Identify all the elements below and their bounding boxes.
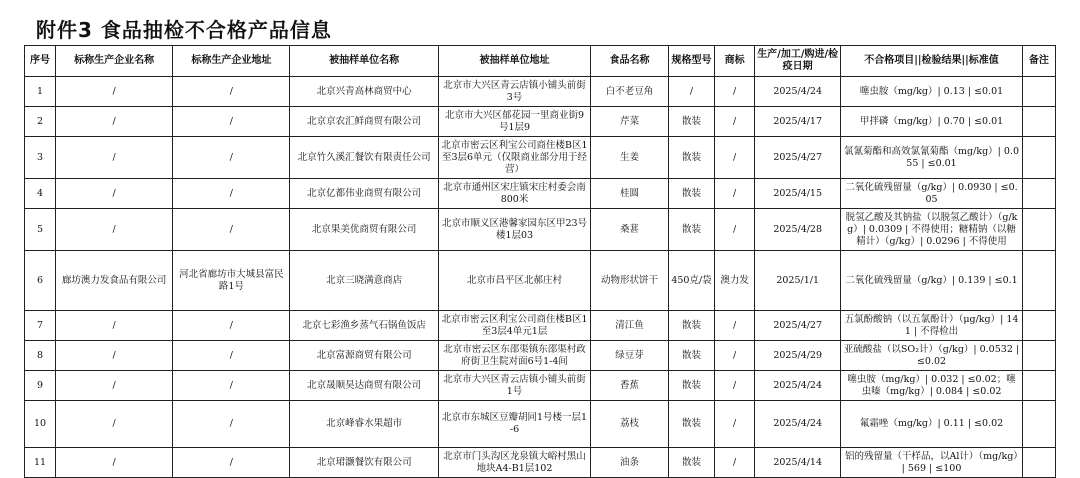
remark-cell	[1022, 107, 1055, 137]
row-number-cell: 6	[25, 251, 56, 311]
spec-cell: 散装	[668, 341, 714, 371]
food-name-cell: 动物形状饼干	[591, 251, 668, 311]
unqualified-item-cell: 二氧化硫残留量（g/kg）| 0.139 | ≤0.1	[841, 251, 1022, 311]
spec-cell: 450克/袋	[668, 251, 714, 311]
row-number-cell: 11	[25, 448, 56, 478]
header-cell: 序号	[25, 46, 56, 77]
date-cell: 2025/4/14	[755, 448, 841, 478]
unqualified-products-table	[24, 45, 1056, 478]
producer-name-cell: /	[55, 311, 172, 341]
brand-cell: /	[715, 209, 755, 251]
table-row	[25, 77, 1056, 107]
brand-cell: /	[715, 448, 755, 478]
brand-cell: /	[715, 311, 755, 341]
spec-cell: 散装	[668, 107, 714, 137]
producer-address-cell: /	[173, 401, 290, 448]
food-name-cell: 芹菜	[591, 107, 668, 137]
header-cell: 标称生产企业地址	[173, 46, 290, 77]
food-name-cell: 桂圆	[591, 179, 668, 209]
food-name-cell: 荔枝	[591, 401, 668, 448]
table-row	[25, 448, 1056, 478]
producer-name-cell: /	[55, 401, 172, 448]
producer-address-cell: /	[173, 107, 290, 137]
row-number-cell: 4	[25, 179, 56, 209]
table-row	[25, 311, 1056, 341]
brand-cell: 澳力发	[715, 251, 755, 311]
producer-name-cell: /	[55, 448, 172, 478]
food-name-cell: 白不老豆角	[591, 77, 668, 107]
producer-name-cell: /	[55, 209, 172, 251]
unqualified-item-cell: 脱氢乙酸及其钠盐（以脱氢乙酸计）（g/kg）| 0.0309 | 不得使用；糖精钠（以糖精计）（g/kg）| 0.0296 | 不得使用	[841, 209, 1022, 251]
header-cell: 食品名称	[591, 46, 668, 77]
sampled-unit-name-cell: 北京竹久溪汇餐饮有限责任公司	[290, 137, 438, 179]
producer-name-cell: /	[55, 179, 172, 209]
header-cell: 规格型号	[668, 46, 714, 77]
producer-name-cell: 廊坊澳力发食品有限公司	[55, 251, 172, 311]
sampled-unit-name-cell: 北京珺灏餐饮有限公司	[290, 448, 438, 478]
producer-name-cell: /	[55, 341, 172, 371]
table-row	[25, 401, 1056, 448]
unqualified-item-cell: 甲拌磷（mg/kg）| 0.70 | ≤0.01	[841, 107, 1022, 137]
date-cell: 2025/4/24	[755, 371, 841, 401]
row-number-cell: 8	[25, 341, 56, 371]
remark-cell	[1022, 401, 1055, 448]
spec-cell: /	[668, 77, 714, 107]
table-row	[25, 209, 1056, 251]
row-number-cell: 10	[25, 401, 56, 448]
food-name-cell: 香蕉	[591, 371, 668, 401]
spec-cell: 散装	[668, 371, 714, 401]
sampled-unit-address-cell: 北京市昌平区北郝庄村	[438, 251, 591, 311]
sampled-unit-name-cell: 北京果美优商贸有限公司	[290, 209, 438, 251]
food-name-cell: 桑葚	[591, 209, 668, 251]
remark-cell	[1022, 137, 1055, 179]
unqualified-item-cell: 氯氰菊酯和高效氯氰菊酯（mg/kg）| 0.055 | ≤0.01	[841, 137, 1022, 179]
sampled-unit-address-cell: 北京市大兴区青云店镇小铺头前街3号	[438, 77, 591, 107]
sampled-unit-name-cell: 北京兴青高林商贸中心	[290, 77, 438, 107]
remark-cell	[1022, 448, 1055, 478]
unqualified-item-cell: 亚硫酸盐（以SO₂计）（g/kg）| 0.0532 | ≤0.02	[841, 341, 1022, 371]
table-row	[25, 251, 1056, 311]
spec-cell: 散装	[668, 209, 714, 251]
spec-cell: 散装	[668, 137, 714, 179]
producer-address-cell: 河北省廊坊市大城县富民路1号	[173, 251, 290, 311]
date-cell: 2025/1/1	[755, 251, 841, 311]
unqualified-item-cell: 氟霜唑（mg/kg）| 0.11 | ≤0.02	[841, 401, 1022, 448]
sampled-unit-address-cell: 北京市大兴区郁花园一里商业街9号1层9	[438, 107, 591, 137]
sampled-unit-name-cell: 北京亿都伟业商贸有限公司	[290, 179, 438, 209]
producer-address-cell: /	[173, 448, 290, 478]
unqualified-item-cell: 二氧化硫残留量（g/kg）| 0.0930 | ≤0.05	[841, 179, 1022, 209]
table-row	[25, 137, 1056, 179]
producer-address-cell: /	[173, 209, 290, 251]
remark-cell	[1022, 209, 1055, 251]
spec-cell: 散装	[668, 311, 714, 341]
food-name-cell: 绿豆芽	[591, 341, 668, 371]
date-cell: 2025/4/15	[755, 179, 841, 209]
header-cell: 被抽样单位地址	[438, 46, 591, 77]
table-row	[25, 341, 1056, 371]
table-row	[25, 107, 1056, 137]
row-number-cell: 3	[25, 137, 56, 179]
producer-address-cell: /	[173, 77, 290, 107]
sampled-unit-address-cell: 北京市大兴区青云店镇小铺头前街1号	[438, 371, 591, 401]
brand-cell: /	[715, 341, 755, 371]
food-name-cell: 油条	[591, 448, 668, 478]
spec-cell: 散装	[668, 448, 714, 478]
sampled-unit-address-cell: 北京市密云区利宝公司商住楼B区1至3层4单元1层	[438, 311, 591, 341]
table-header-row	[25, 46, 1056, 77]
sampled-unit-address-cell: 北京市通州区宋庄镇宋庄村委会南800米	[438, 179, 591, 209]
food-name-cell: 生姜	[591, 137, 668, 179]
date-cell: 2025/4/29	[755, 341, 841, 371]
brand-cell: /	[715, 371, 755, 401]
row-number-cell: 5	[25, 209, 56, 251]
remark-cell	[1022, 77, 1055, 107]
row-number-cell: 2	[25, 107, 56, 137]
brand-cell: /	[715, 137, 755, 179]
brand-cell: /	[715, 401, 755, 448]
header-cell: 不合格项目||检验结果||标准值	[841, 46, 1022, 77]
producer-address-cell: /	[173, 341, 290, 371]
producer-name-cell: /	[55, 137, 172, 179]
food-name-cell: 清江鱼	[591, 311, 668, 341]
remark-cell	[1022, 179, 1055, 209]
sampled-unit-address-cell: 北京市密云区利宝公司商住楼B区1至3层6单元（仅限商业部分用于经营）	[438, 137, 591, 179]
brand-cell: /	[715, 107, 755, 137]
unqualified-item-cell: 噻虫胺（mg/kg）| 0.032 | ≤0.02；噻虫嗪（mg/kg）| 0.084 | ≤0.02	[841, 371, 1022, 401]
sampled-unit-address-cell: 北京市顺义区港馨家园东区甲23号楼1层03	[438, 209, 591, 251]
producer-name-cell: /	[55, 371, 172, 401]
sampled-unit-name-cell: 北京富源商贸有限公司	[290, 341, 438, 371]
header-cell: 备注	[1022, 46, 1055, 77]
date-cell: 2025/4/24	[755, 77, 841, 107]
sampled-unit-name-cell: 北京峰睿水果超市	[290, 401, 438, 448]
producer-name-cell: /	[55, 77, 172, 107]
unqualified-item-cell: 五氯酚酸钠（以五氯酚计）（μg/kg）| 141 | 不得检出	[841, 311, 1022, 341]
sampled-unit-name-cell: 北京京农汇鲜商贸有限公司	[290, 107, 438, 137]
sampled-unit-name-cell: 北京晟顺昊达商贸有限公司	[290, 371, 438, 401]
date-cell: 2025/4/24	[755, 401, 841, 448]
row-number-cell: 1	[25, 77, 56, 107]
header-cell: 被抽样单位名称	[290, 46, 438, 77]
date-cell: 2025/4/27	[755, 137, 841, 179]
producer-name-cell: /	[55, 107, 172, 137]
sampled-unit-address-cell: 北京市密云区东邵渠镇东邵渠村政府街卫生院对面6号1-4间	[438, 341, 591, 371]
sampled-unit-name-cell: 北京三晓满意商店	[290, 251, 438, 311]
row-number-cell: 7	[25, 311, 56, 341]
producer-address-cell: /	[173, 137, 290, 179]
sampled-unit-address-cell: 北京市东城区豆瓣胡同1号楼一层1-6	[438, 401, 591, 448]
date-cell: 2025/4/17	[755, 107, 841, 137]
spec-cell: 散装	[668, 401, 714, 448]
remark-cell	[1022, 341, 1055, 371]
table-row	[25, 179, 1056, 209]
brand-cell: /	[715, 77, 755, 107]
page-title: 附件3 食品抽检不合格产品信息	[36, 18, 332, 42]
spec-cell: 散装	[668, 179, 714, 209]
unqualified-item-cell: 噻虫胺（mg/kg）| 0.13 | ≤0.01	[841, 77, 1022, 107]
row-number-cell: 9	[25, 371, 56, 401]
unqualified-item-cell: 铝的残留量（干样品，以Al计）（mg/kg）| 569 | ≤100	[841, 448, 1022, 478]
sampled-unit-address-cell: 北京市门头沟区龙泉镇大峪村黑山地块A4-B1层102	[438, 448, 591, 478]
table-row	[25, 371, 1056, 401]
producer-address-cell: /	[173, 371, 290, 401]
producer-address-cell: /	[173, 311, 290, 341]
remark-cell	[1022, 251, 1055, 311]
header-cell: 生产/加工/购进/检疫日期	[755, 46, 841, 77]
sampled-unit-name-cell: 北京七彩渔乡蒸气石锅鱼饭店	[290, 311, 438, 341]
date-cell: 2025/4/28	[755, 209, 841, 251]
producer-address-cell: /	[173, 179, 290, 209]
header-cell: 商标	[715, 46, 755, 77]
header-cell: 标称生产企业名称	[55, 46, 172, 77]
remark-cell	[1022, 311, 1055, 341]
date-cell: 2025/4/27	[755, 311, 841, 341]
remark-cell	[1022, 371, 1055, 401]
brand-cell: /	[715, 179, 755, 209]
